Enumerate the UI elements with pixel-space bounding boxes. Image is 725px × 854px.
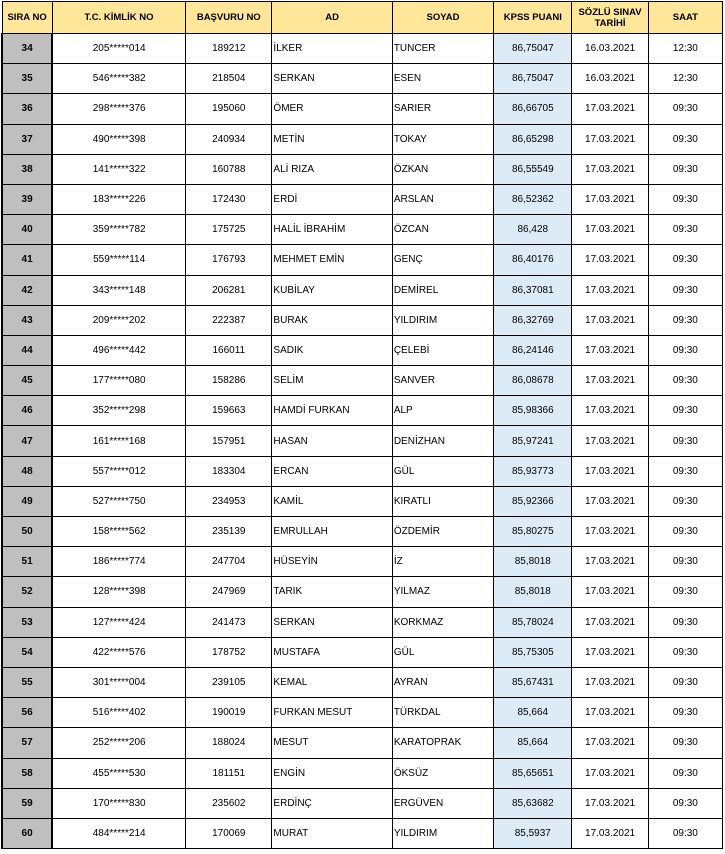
cell-basvuru-no: 222387	[186, 305, 272, 335]
cell-tc-kimlik-no: 158*****562	[52, 517, 185, 547]
cell-kpss-puani: 85,65651	[494, 758, 572, 788]
cell-basvuru-no: 178752	[186, 637, 272, 667]
cell-sira-no: 34	[2, 34, 52, 64]
cell-saat: 09:30	[648, 517, 722, 547]
cell-kpss-puani: 86,55549	[494, 154, 572, 184]
cell-basvuru-no: 157951	[186, 426, 272, 456]
cell-tc-kimlik-no: 343*****148	[52, 275, 185, 305]
cell-tc-kimlik-no: 127*****424	[52, 607, 185, 637]
cell-basvuru-no: 189212	[186, 34, 272, 64]
header-soyad: SOYAD	[392, 2, 493, 34]
cell-saat: 09:30	[648, 426, 722, 456]
cell-soyad: KARATOPRAK	[392, 728, 493, 758]
cell-sira-no: 46	[2, 396, 52, 426]
cell-basvuru-no: 181151	[186, 758, 272, 788]
cell-kpss-puani: 86,52362	[494, 184, 572, 214]
cell-kpss-puani: 85,80275	[494, 517, 572, 547]
cell-kpss-puani: 85,8018	[494, 577, 572, 607]
cell-sozlu-sinav-tarihi: 17.03.2021	[572, 184, 648, 214]
cell-tc-kimlik-no: 516*****402	[52, 698, 185, 728]
cell-basvuru-no: 235602	[186, 788, 272, 818]
cell-sozlu-sinav-tarihi: 16.03.2021	[572, 34, 648, 64]
cell-soyad: KIRATLI	[392, 486, 493, 516]
cell-sozlu-sinav-tarihi: 17.03.2021	[572, 758, 648, 788]
cell-sozlu-sinav-tarihi: 17.03.2021	[572, 426, 648, 456]
cell-kpss-puani: 85,664	[494, 728, 572, 758]
table-row	[2, 184, 723, 214]
table-row	[2, 396, 723, 426]
cell-soyad: ERGÜVEN	[392, 788, 493, 818]
cell-sira-no: 38	[2, 154, 52, 184]
table-row	[2, 456, 723, 486]
cell-kpss-puani: 85,5937	[494, 818, 572, 848]
cell-basvuru-no: 240934	[186, 124, 272, 154]
cell-ad: TARIK	[272, 577, 392, 607]
cell-saat: 09:30	[648, 577, 722, 607]
cell-soyad: GÜL	[392, 637, 493, 667]
cell-kpss-puani: 86,24146	[494, 335, 572, 365]
cell-soyad: ÖZCAN	[392, 215, 493, 245]
cell-sira-no: 60	[2, 818, 52, 848]
cell-ad: SERKAN	[272, 607, 392, 637]
cell-basvuru-no: 159663	[186, 396, 272, 426]
header-ad: AD	[272, 2, 392, 34]
cell-saat: 09:30	[648, 184, 722, 214]
cell-sira-no: 52	[2, 577, 52, 607]
cell-tc-kimlik-no: 359*****782	[52, 215, 185, 245]
cell-ad: METİN	[272, 124, 392, 154]
cell-basvuru-no: 190019	[186, 698, 272, 728]
cell-saat: 09:30	[648, 275, 722, 305]
cell-sira-no: 37	[2, 124, 52, 154]
table-row	[2, 305, 723, 335]
cell-tc-kimlik-no: 141*****322	[52, 154, 185, 184]
header-sira-no: SIRA NO	[2, 2, 52, 34]
cell-sozlu-sinav-tarihi: 17.03.2021	[572, 517, 648, 547]
table-row	[2, 64, 723, 94]
table-row	[2, 698, 723, 728]
cell-ad: KUBİLAY	[272, 275, 392, 305]
cell-ad: SERKAN	[272, 64, 392, 94]
cell-sozlu-sinav-tarihi: 17.03.2021	[572, 728, 648, 758]
cell-ad: MURAT	[272, 818, 392, 848]
cell-ad: SELİM	[272, 366, 392, 396]
cell-tc-kimlik-no: 496*****442	[52, 335, 185, 365]
cell-tc-kimlik-no: 209*****202	[52, 305, 185, 335]
cell-soyad: YILDIRIM	[392, 305, 493, 335]
cell-tc-kimlik-no: 422*****576	[52, 637, 185, 667]
cell-sozlu-sinav-tarihi: 16.03.2021	[572, 64, 648, 94]
cell-tc-kimlik-no: 490*****398	[52, 124, 185, 154]
header-sozlu-line2: TARİHİ	[594, 17, 626, 29]
cell-soyad: ALP	[392, 396, 493, 426]
cell-sira-no: 45	[2, 366, 52, 396]
cell-kpss-puani: 86,08678	[494, 366, 572, 396]
cell-soyad: TÜRKDAL	[392, 698, 493, 728]
table-row	[2, 577, 723, 607]
cell-soyad: ESEN	[392, 64, 493, 94]
cell-sira-no: 51	[2, 547, 52, 577]
cell-sozlu-sinav-tarihi: 17.03.2021	[572, 667, 648, 697]
cell-kpss-puani: 86,66705	[494, 94, 572, 124]
cell-soyad: TUNCER	[392, 34, 493, 64]
cell-saat: 09:30	[648, 486, 722, 516]
table-row	[2, 34, 723, 64]
cell-basvuru-no: 183304	[186, 456, 272, 486]
cell-saat: 09:30	[648, 335, 722, 365]
cell-tc-kimlik-no: 455*****530	[52, 758, 185, 788]
table-row	[2, 154, 723, 184]
cell-kpss-puani: 86,65298	[494, 124, 572, 154]
cell-basvuru-no: 195060	[186, 94, 272, 124]
table-row	[2, 275, 723, 305]
cell-ad: ÖMER	[272, 94, 392, 124]
cell-sozlu-sinav-tarihi: 17.03.2021	[572, 577, 648, 607]
cell-ad: FURKAN MESUT	[272, 698, 392, 728]
cell-saat: 09:30	[648, 94, 722, 124]
cell-saat: 09:30	[648, 758, 722, 788]
cell-sozlu-sinav-tarihi: 17.03.2021	[572, 335, 648, 365]
cell-kpss-puani: 85,78024	[494, 607, 572, 637]
cell-basvuru-no: 170069	[186, 818, 272, 848]
cell-saat: 09:30	[648, 456, 722, 486]
header-tc-kimlik-no: T.C. KİMLİK NO	[52, 2, 185, 34]
cell-ad: HAMDİ FURKAN	[272, 396, 392, 426]
cell-saat: 09:30	[648, 245, 722, 275]
cell-sira-no: 40	[2, 215, 52, 245]
cell-saat: 09:30	[648, 154, 722, 184]
cell-soyad: ÖZDEMİR	[392, 517, 493, 547]
cell-sozlu-sinav-tarihi: 17.03.2021	[572, 154, 648, 184]
cell-kpss-puani: 86,37081	[494, 275, 572, 305]
table-row	[2, 335, 723, 365]
cell-sozlu-sinav-tarihi: 17.03.2021	[572, 305, 648, 335]
cell-basvuru-no: 234953	[186, 486, 272, 516]
cell-basvuru-no: 239105	[186, 667, 272, 697]
cell-tc-kimlik-no: 546*****382	[52, 64, 185, 94]
cell-ad: HASAN	[272, 426, 392, 456]
cell-basvuru-no: 218504	[186, 64, 272, 94]
cell-tc-kimlik-no: 205*****014	[52, 34, 185, 64]
cell-tc-kimlik-no: 298*****376	[52, 94, 185, 124]
cell-sira-no: 48	[2, 456, 52, 486]
cell-soyad: ARSLAN	[392, 184, 493, 214]
cell-sira-no: 54	[2, 637, 52, 667]
cell-ad: MEHMET EMİN	[272, 245, 392, 275]
cell-tc-kimlik-no: 559*****114	[52, 245, 185, 275]
cell-ad: HALİL İBRAHİM	[272, 215, 392, 245]
cell-kpss-puani: 86,40176	[494, 245, 572, 275]
cell-ad: MESUT	[272, 728, 392, 758]
cell-ad: BURAK	[272, 305, 392, 335]
cell-sozlu-sinav-tarihi: 17.03.2021	[572, 94, 648, 124]
table-row	[2, 245, 723, 275]
results-table	[1, 1, 723, 849]
cell-saat: 09:30	[648, 124, 722, 154]
cell-soyad: ÖZKAN	[392, 154, 493, 184]
table-row	[2, 637, 723, 667]
cell-soyad: GENÇ	[392, 245, 493, 275]
table-row	[2, 215, 723, 245]
cell-sira-no: 53	[2, 607, 52, 637]
cell-basvuru-no: 241473	[186, 607, 272, 637]
table-row	[2, 758, 723, 788]
cell-sira-no: 36	[2, 94, 52, 124]
cell-ad: KAMİL	[272, 486, 392, 516]
cell-kpss-puani: 85,67431	[494, 667, 572, 697]
table-row	[2, 94, 723, 124]
table-row	[2, 607, 723, 637]
cell-sozlu-sinav-tarihi: 17.03.2021	[572, 456, 648, 486]
cell-tc-kimlik-no: 252*****206	[52, 728, 185, 758]
cell-saat: 09:30	[648, 607, 722, 637]
cell-ad: ENGİN	[272, 758, 392, 788]
header-sozlu-sinav-tarihi	[572, 2, 648, 34]
cell-basvuru-no: 247969	[186, 577, 272, 607]
cell-sira-no: 57	[2, 728, 52, 758]
cell-basvuru-no: 247704	[186, 547, 272, 577]
header-sozlu-line1: SÖZLÜ SINAV	[578, 6, 642, 18]
cell-sozlu-sinav-tarihi: 17.03.2021	[572, 215, 648, 245]
cell-kpss-puani: 86,75047	[494, 64, 572, 94]
cell-saat: 09:30	[648, 728, 722, 758]
cell-sira-no: 49	[2, 486, 52, 516]
cell-sozlu-sinav-tarihi: 17.03.2021	[572, 788, 648, 818]
cell-soyad: GÜL	[392, 456, 493, 486]
cell-saat: 12:30	[648, 64, 722, 94]
cell-saat: 09:30	[648, 547, 722, 577]
cell-ad: ERDİ	[272, 184, 392, 214]
cell-kpss-puani: 85,93773	[494, 456, 572, 486]
table-row	[2, 667, 723, 697]
cell-sira-no: 59	[2, 788, 52, 818]
cell-saat: 09:30	[648, 215, 722, 245]
cell-soyad: DENİZHAN	[392, 426, 493, 456]
cell-sira-no: 56	[2, 698, 52, 728]
cell-saat: 09:30	[648, 366, 722, 396]
cell-sira-no: 41	[2, 245, 52, 275]
header-basvuru-no: BAŞVURU NO	[186, 2, 272, 34]
cell-basvuru-no: 172430	[186, 184, 272, 214]
cell-soyad: DEMİREL	[392, 275, 493, 305]
cell-sozlu-sinav-tarihi: 17.03.2021	[572, 698, 648, 728]
cell-soyad: SARIER	[392, 94, 493, 124]
table-row	[2, 124, 723, 154]
cell-sozlu-sinav-tarihi: 17.03.2021	[572, 124, 648, 154]
cell-kpss-puani: 86,428	[494, 215, 572, 245]
cell-kpss-puani: 85,97241	[494, 426, 572, 456]
cell-sozlu-sinav-tarihi: 17.03.2021	[572, 547, 648, 577]
cell-sozlu-sinav-tarihi: 17.03.2021	[572, 275, 648, 305]
cell-kpss-puani: 85,664	[494, 698, 572, 728]
cell-soyad: YILMAZ	[392, 577, 493, 607]
cell-tc-kimlik-no: 177*****080	[52, 366, 185, 396]
cell-kpss-puani: 85,92366	[494, 486, 572, 516]
cell-basvuru-no: 206281	[186, 275, 272, 305]
table-row	[2, 788, 723, 818]
cell-ad: SADIK	[272, 335, 392, 365]
cell-tc-kimlik-no: 352*****298	[52, 396, 185, 426]
cell-sozlu-sinav-tarihi: 17.03.2021	[572, 818, 648, 848]
cell-saat: 09:30	[648, 788, 722, 818]
cell-ad: KEMAL	[272, 667, 392, 697]
cell-soyad: ÖKSÜZ	[392, 758, 493, 788]
cell-tc-kimlik-no: 301*****004	[52, 667, 185, 697]
table-row	[2, 728, 723, 758]
header-saat: SAAT	[648, 2, 722, 34]
cell-basvuru-no: 235139	[186, 517, 272, 547]
cell-sira-no: 47	[2, 426, 52, 456]
table-row	[2, 366, 723, 396]
cell-tc-kimlik-no: 170*****830	[52, 788, 185, 818]
cell-tc-kimlik-no: 161*****168	[52, 426, 185, 456]
table-row	[2, 547, 723, 577]
cell-tc-kimlik-no: 484*****214	[52, 818, 185, 848]
cell-saat: 09:30	[648, 637, 722, 667]
cell-sozlu-sinav-tarihi: 17.03.2021	[572, 245, 648, 275]
cell-sozlu-sinav-tarihi: 17.03.2021	[572, 366, 648, 396]
cell-ad: HÜSEYİN	[272, 547, 392, 577]
cell-sira-no: 50	[2, 517, 52, 547]
header-kpss-puani: KPSS PUANI	[494, 2, 572, 34]
cell-tc-kimlik-no: 183*****226	[52, 184, 185, 214]
header-row	[2, 2, 723, 34]
cell-kpss-puani: 86,32769	[494, 305, 572, 335]
table-row	[2, 426, 723, 456]
cell-basvuru-no: 175725	[186, 215, 272, 245]
cell-ad: EMRULLAH	[272, 517, 392, 547]
cell-basvuru-no: 166011	[186, 335, 272, 365]
cell-sira-no: 35	[2, 64, 52, 94]
cell-soyad: YILDIRIM	[392, 818, 493, 848]
cell-sira-no: 58	[2, 758, 52, 788]
cell-soyad: TOKAY	[392, 124, 493, 154]
cell-sira-no: 55	[2, 667, 52, 697]
cell-basvuru-no: 188024	[186, 728, 272, 758]
cell-basvuru-no: 176793	[186, 245, 272, 275]
cell-saat: 12:30	[648, 34, 722, 64]
table-header	[2, 2, 723, 34]
cell-sozlu-sinav-tarihi: 17.03.2021	[572, 486, 648, 516]
cell-ad: MUSTAFA	[272, 637, 392, 667]
cell-sira-no: 44	[2, 335, 52, 365]
cell-sira-no: 42	[2, 275, 52, 305]
cell-saat: 09:30	[648, 396, 722, 426]
cell-saat: 09:30	[648, 305, 722, 335]
cell-kpss-puani: 85,75305	[494, 637, 572, 667]
cell-saat: 09:30	[648, 667, 722, 697]
cell-sozlu-sinav-tarihi: 17.03.2021	[572, 637, 648, 667]
cell-sira-no: 43	[2, 305, 52, 335]
cell-tc-kimlik-no: 128*****398	[52, 577, 185, 607]
cell-ad: ERDİNÇ	[272, 788, 392, 818]
table-row	[2, 486, 723, 516]
cell-soyad: SANVER	[392, 366, 493, 396]
cell-saat: 09:30	[648, 698, 722, 728]
cell-ad: İLKER	[272, 34, 392, 64]
cell-sozlu-sinav-tarihi: 17.03.2021	[572, 607, 648, 637]
cell-sozlu-sinav-tarihi: 17.03.2021	[572, 396, 648, 426]
table-row	[2, 517, 723, 547]
cell-kpss-puani: 85,98366	[494, 396, 572, 426]
cell-ad: ERCAN	[272, 456, 392, 486]
cell-tc-kimlik-no: 557*****012	[52, 456, 185, 486]
table-row	[2, 818, 723, 848]
cell-soyad: AYRAN	[392, 667, 493, 697]
cell-kpss-puani: 85,8018	[494, 547, 572, 577]
cell-tc-kimlik-no: 186*****774	[52, 547, 185, 577]
cell-saat: 09:30	[648, 818, 722, 848]
cell-soyad: KORKMAZ	[392, 607, 493, 637]
cell-ad: ALİ RIZA	[272, 154, 392, 184]
cell-soyad: İZ	[392, 547, 493, 577]
cell-basvuru-no: 160788	[186, 154, 272, 184]
table-body	[2, 34, 723, 849]
cell-basvuru-no: 158286	[186, 366, 272, 396]
cell-sira-no: 39	[2, 184, 52, 214]
cell-kpss-puani: 86,75047	[494, 34, 572, 64]
cell-soyad: ÇELEBİ	[392, 335, 493, 365]
cell-kpss-puani: 85,63682	[494, 788, 572, 818]
cell-tc-kimlik-no: 527*****750	[52, 486, 185, 516]
